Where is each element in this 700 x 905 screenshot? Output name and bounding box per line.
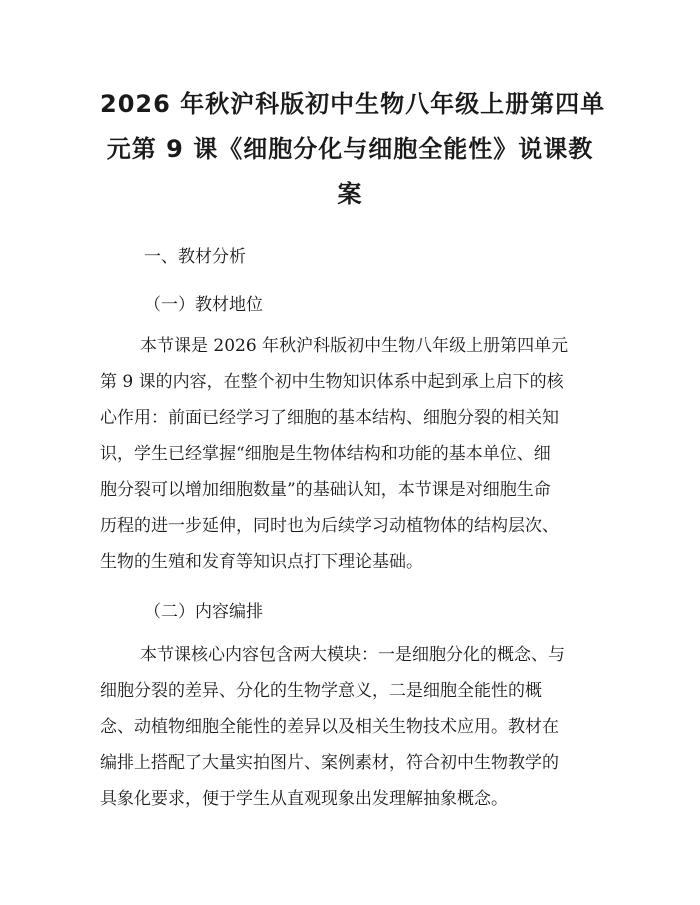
- paragraph-line: 本节课是 2026 年秋沪科版初中生物八年级上册第四单元: [140, 336, 569, 356]
- paragraph-line: 识，学生已经掌握“细胞是生物体结构和功能的基本单位、细: [100, 444, 551, 464]
- paragraph-line: 胞分裂可以增加细胞数量”的基础认知，本节课是对细胞生命: [100, 480, 551, 500]
- paragraph-line: 心作用：前面已经学习了细胞的基本结构、细胞分裂的相关知: [100, 408, 559, 428]
- document-title: [100, 82, 606, 217]
- paragraph-textbook-position: [100, 328, 600, 580]
- title-line: 元第 9 课《细胞分化与细胞全能性》说课教: [106, 135, 594, 163]
- paragraph-line: 念、动植物细胞全能性的差异以及相关生物技术应用。教材在: [100, 717, 559, 737]
- paragraph-line: 生物的生殖和发育等知识点打下理论基础。: [100, 552, 423, 572]
- title-line: 2026 年秋沪科版初中生物八年级上册第四单: [100, 90, 606, 118]
- paragraph-line: 第 9 课的内容，在整个初中生物知识体系中起到承上启下的核: [100, 372, 564, 392]
- title-line: 案: [337, 180, 363, 208]
- section-heading-textbook-analysis: 一、教材分析: [144, 247, 246, 267]
- subsection-heading-content-arrangement: （二）内容编排: [144, 602, 263, 622]
- paragraph-line: 细胞分裂的差异、分化的生物学意义，二是细胞全能性的概: [100, 681, 542, 701]
- subsection-heading-textbook-position: （一）教材地位: [144, 295, 263, 315]
- paragraph-content-arrangement: [100, 637, 600, 817]
- paragraph-line: 编排上搭配了大量实拍图片、案例素材，符合初中生物教学的: [100, 753, 559, 773]
- paragraph-line: 历程的进一步延伸，同时也为后续学习动植物体的结构层次、: [100, 516, 559, 536]
- paragraph-line: 本节课核心内容包含两大模块：一是细胞分化的概念、与: [140, 645, 565, 665]
- paragraph-line: 具象化要求，便于学生从直观现象出发理解抽象概念。: [100, 789, 508, 809]
